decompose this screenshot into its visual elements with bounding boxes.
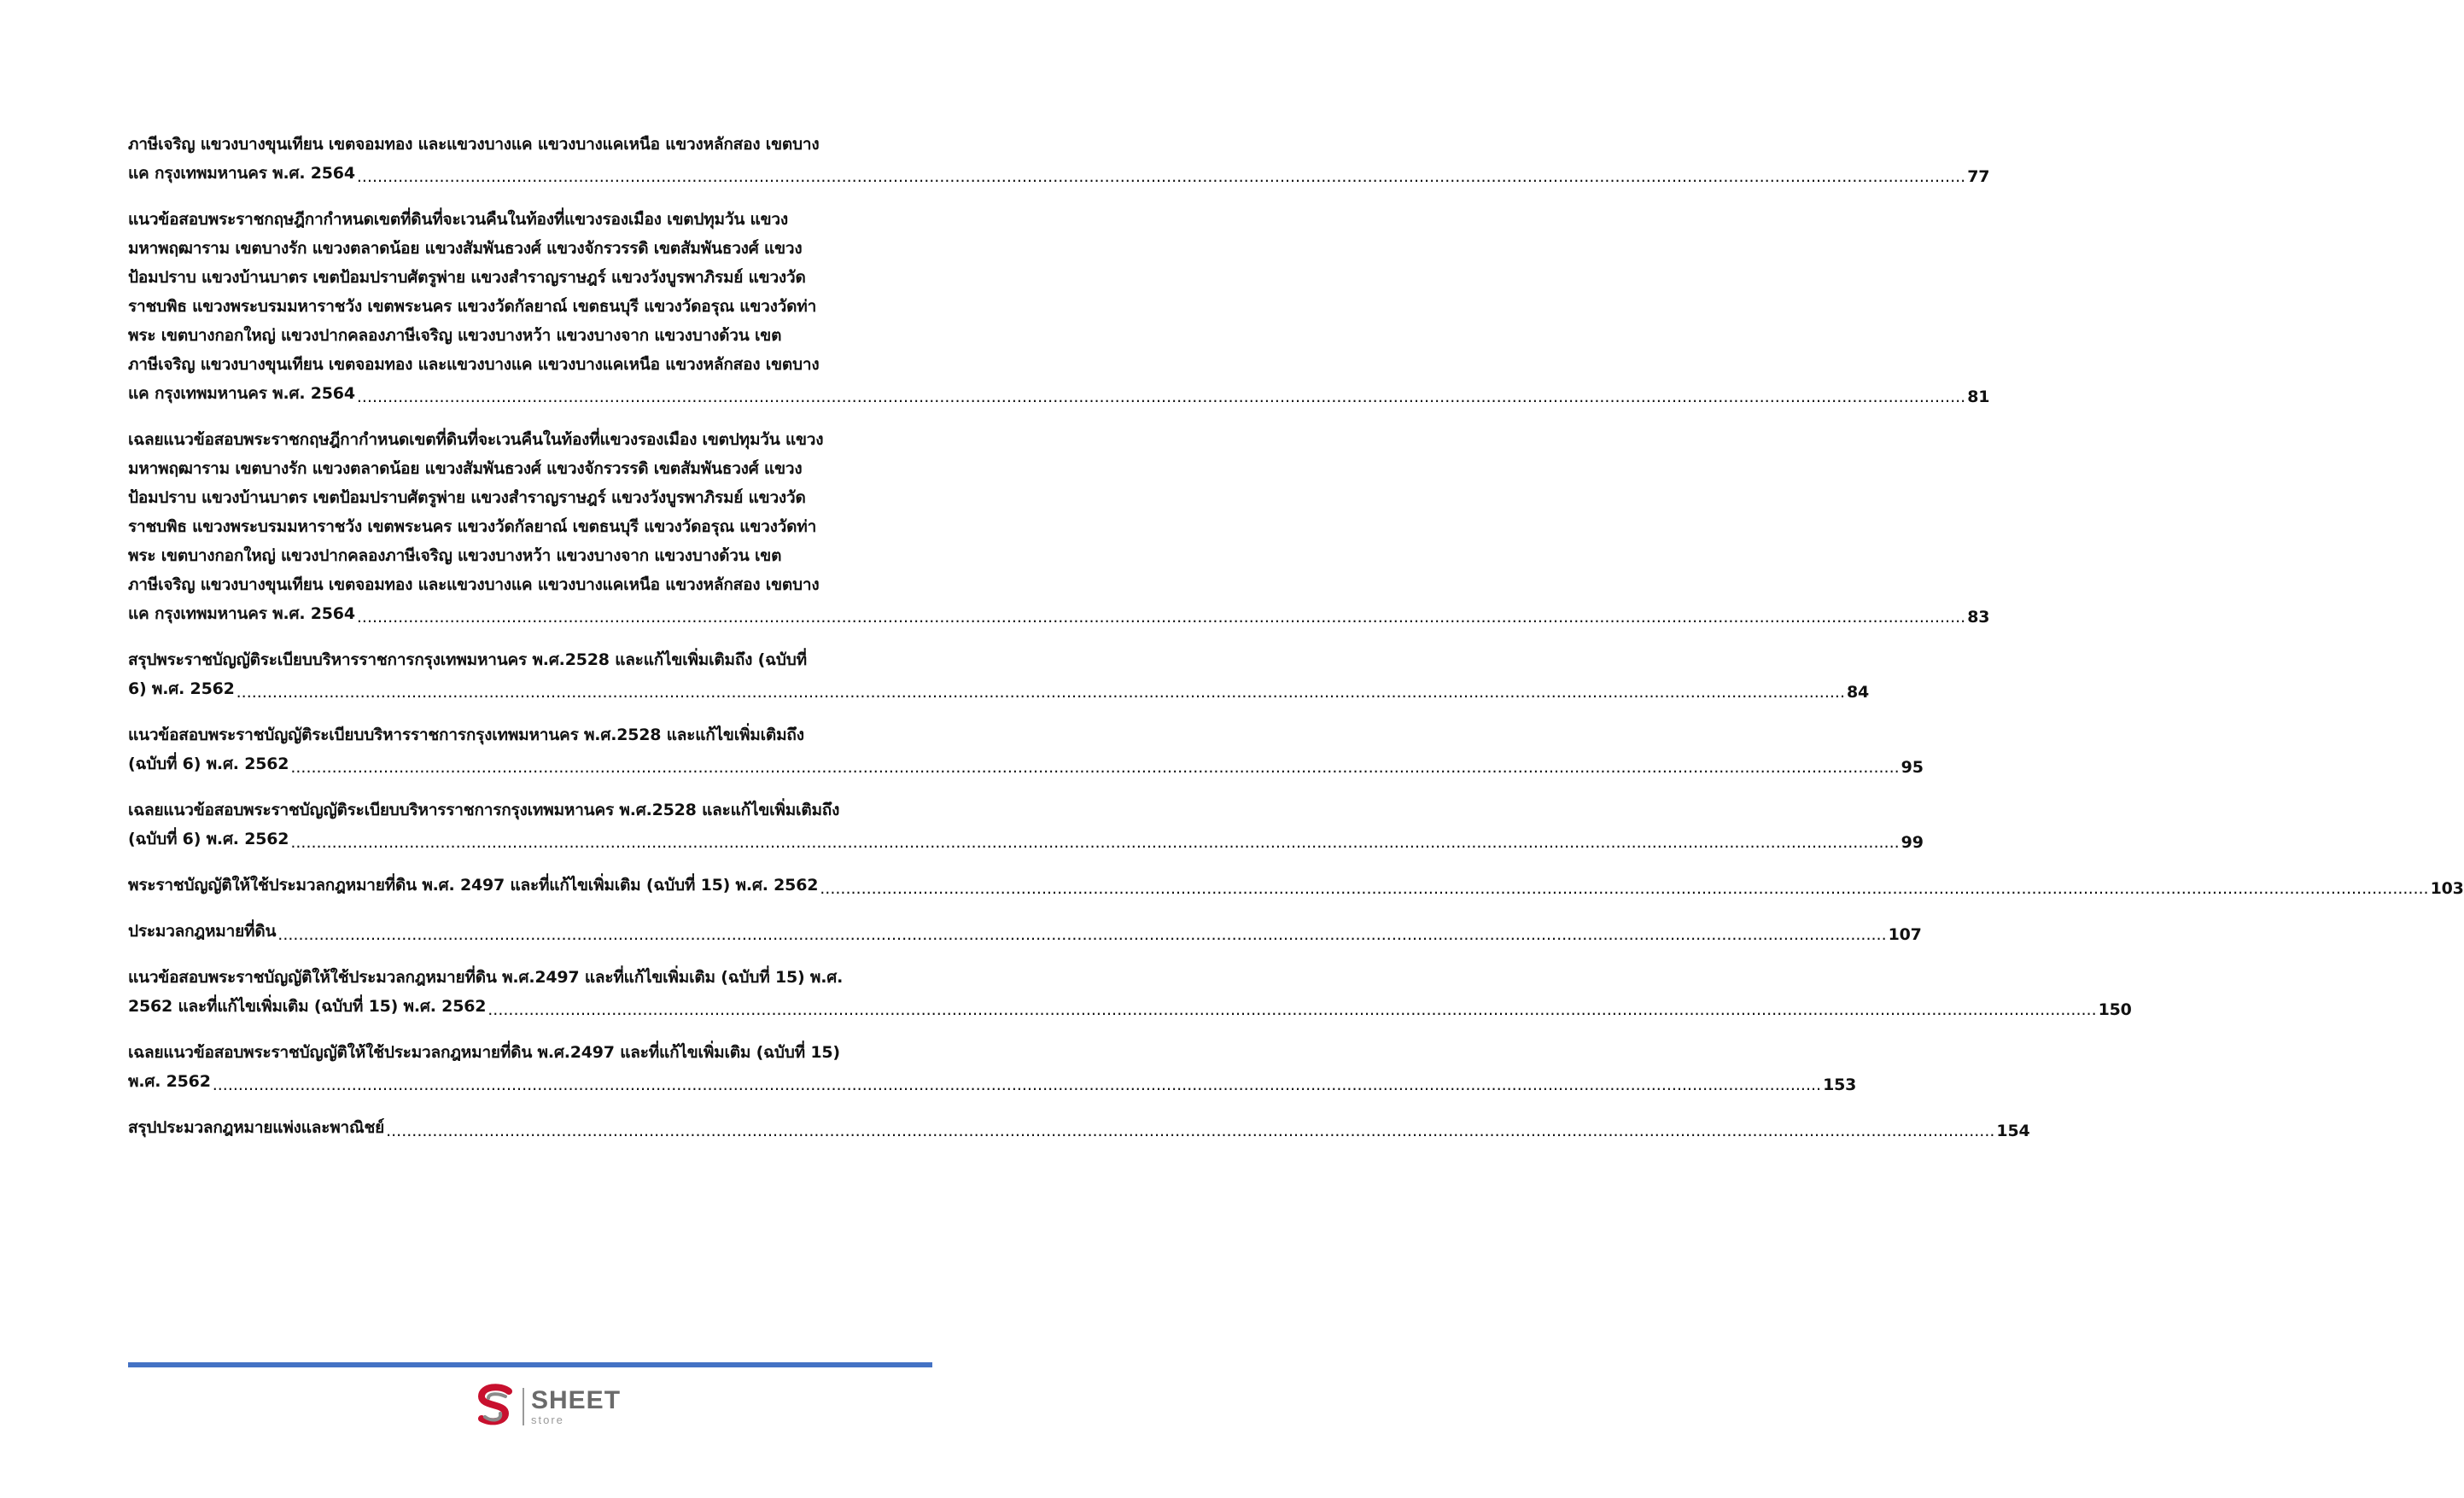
toc-entry-line [128,915,1922,944]
toc-entry [128,869,2464,898]
toc-entry-text: มหาพฤฒาราม เขตบางรัก แขวงตลาดน้อย แขวงสัมพันธวงศ์ แขวงจักรวรรดิ เขตสัมพันธวงศ์ แขวง [128,239,803,258]
toc-entry [128,644,1870,702]
dot-leader [213,1075,1821,1094]
dot-leader [820,879,2428,898]
toc-page-number: 107 [1888,925,1922,944]
toc-entry-text: แค กรุงเทพมหานคร พ.ศ. 2564 [128,164,355,183]
toc-page-number: 153 [1823,1075,1857,1094]
toc-entry-line [128,568,926,597]
toc-entry-line [128,203,926,232]
toc-entry-text: ราชบพิธ แขวงพระบรมมหาราชวัง เขตพระนคร แขวงวัดกัลยาณ์ เขตธนบุรี แขวงวัดอรุณ แขวงวัดท่า [128,297,817,316]
toc-entry-text: พระราชบัญญัติให้ใช้ประมวลกฎหมายที่ดิน พ.ศ. 2497 และที่แก้ไขเพิ่มเติม (ฉบับที่ 15) พ.ศ. 2562 [128,876,819,895]
toc-entry-line [128,719,926,748]
toc-entry-text: แนวข้อสอบพระราชบัญญัติให้ใช้ประมวลกฎหมายที่ดิน พ.ศ.2497 และที่แก้ไขเพิ่มเติม (ฉบับที่ 15) พ.ศ. [128,968,844,987]
toc-entry-line [128,348,926,377]
toc-page-number: 99 [1901,833,1924,852]
toc-entry [128,915,1922,944]
toc-entry-line [128,423,926,452]
toc-entry-line [128,539,926,568]
toc-entry-text: ประมวลกฎหมายที่ดิน [128,922,277,941]
toc-entry-line [128,128,926,157]
logo-separator [523,1388,524,1425]
toc-entry-text: 2562 และที่แก้ไขเพิ่มเติม (ฉบับที่ 15) พ.ศ. 2562 [128,997,487,1016]
dot-leader [277,925,1886,944]
toc-entry-text: พระ เขตบางกอกใหญ่ แขวงปากคลองภาษีเจริญ แขวงบางหว้า แขวงบางจาก แขวงบางด้วน เขต [128,546,782,565]
toc-entry-line [128,1065,1857,1094]
toc-page-number: 154 [1996,1122,2030,1140]
toc-entry-line [128,597,1990,627]
toc-entry [128,1036,1857,1094]
sheet-store-s-logo-icon [475,1384,516,1429]
toc-entry-text: พ.ศ. 2562 [128,1072,211,1091]
toc-entry-line [128,377,1990,406]
toc-entry-text: แค กรุงเทพมหานคร พ.ศ. 2564 [128,384,355,403]
dot-leader [488,1000,2096,1019]
dot-leader [236,683,1845,702]
toc-entry-text: ป้อมปราบ แขวงบ้านบาตร เขตป้อมปราบศัตรูพ่าย แขวงสำราญราษฎร์ แขวงวังบูรพาภิรมย์ แขวงวัด [128,268,806,287]
toc-page-number: 83 [1967,608,1990,627]
toc-entry-text: พระ เขตบางกอกใหญ่ แขวงปากคลองภาษีเจริญ แขวงบางหว้า แขวงบางจาก แขวงบางด้วน เขต [128,326,782,345]
toc-entry-text: แค กรุงเทพมหานคร พ.ศ. 2564 [128,604,355,623]
toc-entry-text: สรุปพระราชบัญญัติระเบียบบริหารราชการกรุงเทพมหานคร พ.ศ.2528 และแก้ไขเพิ่มเติมถึง (ฉบับที่ [128,650,807,669]
toc-entry-line [128,481,926,510]
toc-page-number: 84 [1846,683,1870,702]
toc-page-number: 103 [2430,879,2464,898]
toc-entry-line [128,961,926,990]
toc-entry-text: แนวข้อสอบพระราชบัญญัติระเบียบบริหารราชการกรุงเทพมหานคร พ.ศ.2528 และแก้ไขเพิ่มเติมถึง [128,726,804,744]
toc-entry [128,128,1990,186]
dot-leader [290,833,1899,852]
toc-entry-text: ภาษีเจริญ แขวงบางขุนเทียน เขตจอมทอง และแขวงบางแค แขวงบางแคเหนือ แขวงหลักสอง เขตบาง [128,355,820,374]
toc-entry-line [128,290,926,319]
dot-leader [357,388,1965,406]
toc-entry-line [128,319,926,348]
toc-entry-line [128,823,1924,852]
toc-entry [128,961,2132,1019]
table-of-contents [128,128,2464,1157]
toc-page-number: 95 [1901,758,1924,777]
dot-leader [290,758,1899,777]
toc-entry-text: เฉลยแนวข้อสอบพระราชบัญญัติให้ใช้ประมวลกฎหมายที่ดิน พ.ศ.2497 และที่แก้ไขเพิ่มเติม (ฉบับที่ 15) [128,1043,840,1062]
toc-entry-text: ภาษีเจริญ แขวงบางขุนเทียน เขตจอมทอง และแขวงบางแค แขวงบางแคเหนือ แขวงหลักสอง เขตบาง [128,575,820,594]
toc-entry-line [128,794,926,823]
toc-entry-text: ภาษีเจริญ แขวงบางขุนเทียน เขตจอมทอง และแขวงบางแค แขวงบางแคเหนือ แขวงหลักสอง เขตบาง [128,135,820,154]
toc-entry-line [128,261,926,290]
toc-entry-line [128,990,2132,1019]
toc-entry [128,203,1990,406]
toc-entry-line [128,869,2464,898]
toc-entry-text: (ฉบับที่ 6) พ.ศ. 2562 [128,755,289,773]
toc-entry-text: มหาพฤฒาราม เขตบางรัก แขวงตลาดน้อย แขวงสัมพันธวงศ์ แขวงจักรวรรดิ เขตสัมพันธวงศ์ แขวง [128,459,803,478]
dot-leader [357,167,1965,186]
toc-page-number: 150 [2098,1000,2132,1019]
logo-sub-text: store [531,1413,564,1426]
toc-entry-line [128,1036,926,1065]
toc-entry-text: เฉลยแนวข้อสอบพระราชกฤษฎีกากำหนดเขตที่ดินที่จะเวนคืนในท้องที่แขวงรองเมือง เขตปทุมวัน แขวง [128,430,824,449]
toc-entry-text: แนวข้อสอบพระราชกฤษฎีกากำหนดเขตที่ดินที่จะเวนคืนในท้องที่แขวงรองเมือง เขตปทุมวัน แขวง [128,210,788,229]
toc-entry-text: เฉลยแนวข้อสอบพระราชบัญญัติระเบียบบริหารราชการกรุงเทพมหานคร พ.ศ.2528 และแก้ไขเพิ่มเติมถึง [128,801,840,819]
toc-entry-line [128,510,926,539]
toc-entry-line [128,1111,2030,1140]
toc-entry-text: สรุปประมวลกฎหมายแพ่งและพาณิชย์ [128,1118,385,1137]
toc-entry-text: ราชบพิธ แขวงพระบรมมหาราชวัง เขตพระนคร แขวงวัดกัลยาณ์ เขตธนบุรี แขวงวัดอรุณ แขวงวัดท่า [128,517,817,536]
toc-entry [128,794,1924,852]
toc-entry-text: 6) พ.ศ. 2562 [128,679,235,698]
toc-page-number: 81 [1967,388,1990,406]
toc-entry-line [128,157,1990,186]
toc-entry-line [128,232,926,261]
dot-leader [386,1122,1994,1140]
footer-rule [128,1362,932,1367]
toc-entry-line [128,673,1870,702]
toc-entry [128,719,1924,777]
toc-entry [128,423,1990,627]
toc-entry-line [128,748,1924,777]
toc-entry-line [128,452,926,481]
toc-page-number: 77 [1967,167,1990,186]
footer-logo [475,1381,621,1432]
dot-leader [357,608,1965,627]
toc-entry-text: (ฉบับที่ 6) พ.ศ. 2562 [128,830,289,848]
toc-entry-text: ป้อมปราบ แขวงบ้านบาตร เขตป้อมปราบศัตรูพ่าย แขวงสำราญราษฎร์ แขวงวังบูรพาภิรมย์ แขวงวัด [128,488,806,507]
logo-brand-text: SHEET [531,1386,622,1414]
toc-entry-line [128,644,926,673]
toc-entry [128,1111,2030,1140]
